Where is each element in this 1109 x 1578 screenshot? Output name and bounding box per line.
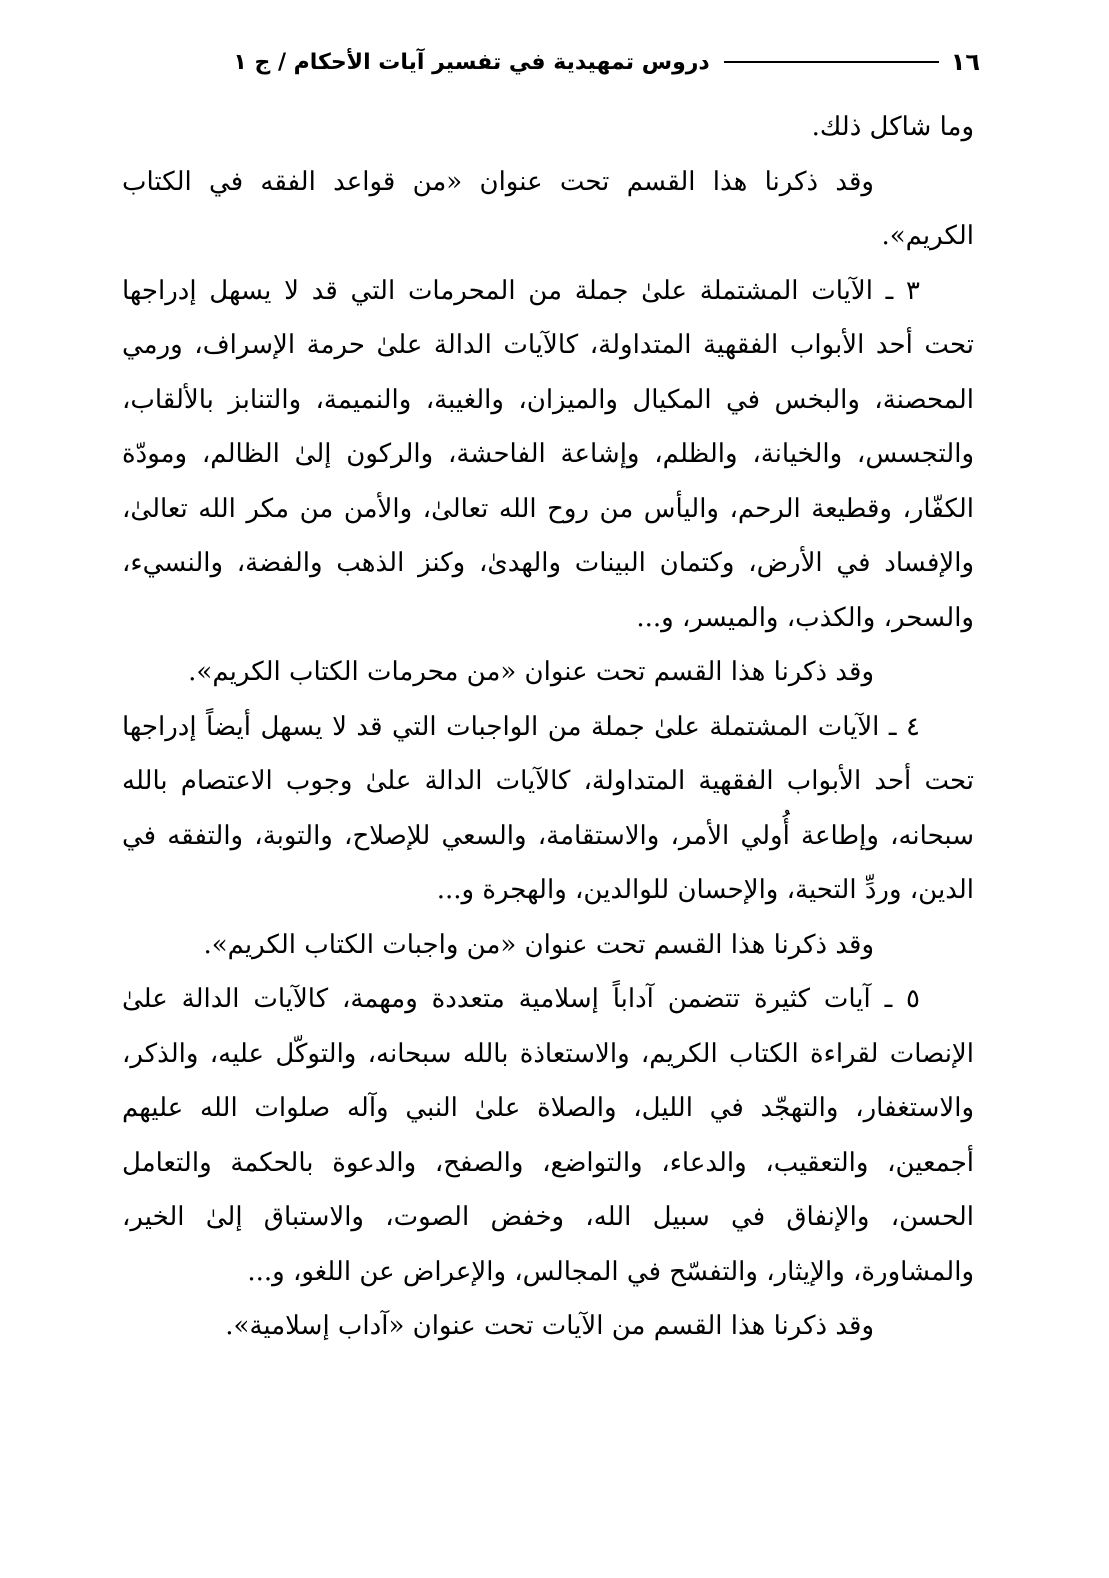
paragraph-item-5: ٥ ـ آيات كثيرة تتضمن آداباً إسلامية متعددة ومهمة، كالآيات الدالة علىٰ الإنصات لقراءة الكتاب الكريم، والاستعاذة بالله سبحانه، والتوكّل عليه، والذكر، والاستغفار، والتهجّد في الليل، والصلاة علىٰ النبي وآله صلوات الله عليهم أجمعين، والتعقيب، والدعاء، والتواضع، والصفح، والدعوة بالحكمة والتعامل الحسن، والإنفاق في سبيل الله، وخفض الصوت، والاستباق إلىٰ الخير، والمشاورة، والإيثار، والتفسّح في المجالس، والإعراض عن اللغو، و... [122, 984, 974, 1287]
header-rule [724, 61, 939, 63]
running-header [122, 44, 980, 80]
paragraph-section-note: وقد ذكرنا هذا القسم من الآيات تحت عنوان «آداب إسلامية». [225, 1311, 874, 1341]
page-body [122, 100, 974, 1354]
paragraph-item-3: ٣ ـ الآيات المشتملة علىٰ جملة من المحرمات التي قد لا يسهل إدراجها تحت أحد الأبواب الفقهية المتداولة، كالآيات الدالة علىٰ حرمة الإسراف، ورمي المحصنة، والبخس في المكيال والميزان، والغيبة، والنميمة، والتنابز بالألقاب، والتجسس، والخيانة، والظلم، وإشاعة الفاحشة، والركون إلىٰ الظالم، ومودّة الكفّار، وقطيعة الرحم، واليأس من روح الله تعالىٰ، والأمن من مكر الله تعالىٰ، والإفساد في الأرض، وكتمان البينات والهدىٰ، وكنز الذهب والفضة، والنسيء، والسحر، والكذب، والميسر، و... [122, 275, 974, 633]
book-title: دروس تمهيدية في تفسير آيات الأحكام / ج ١ [233, 49, 710, 75]
paragraph-section-note: وقد ذكرنا هذا القسم تحت عنوان «من محرمات الكتاب الكريم». [188, 657, 874, 687]
page-number: ١٦ [950, 48, 980, 76]
paragraph-section-note: وقد ذكرنا هذا القسم تحت عنوان «من واجبات الكتاب الكريم». [203, 929, 874, 960]
paragraph-item-4: ٤ ـ الآيات المشتملة علىٰ جملة من الواجبات التي قد لا يسهل أيضاً إدراجها تحت أحد الأبواب الفقهية المتداولة، كالآيات الدالة علىٰ وجوب الاعتصام بالله سبحانه، وإطاعة أُولي الأمر، والاستقامة، والسعي للإصلاح، والتوبة، والتفقه في الدين، وردِّ التحية، والإحسان للوالدين، والهجرة و... [122, 711, 974, 905]
paragraph-section-note: وقد ذكرنا هذا القسم تحت عنوان «من قواعد الفقه في الكتاب الكريم». [122, 166, 974, 251]
paragraph-continuation: وما شاكل ذلك. [811, 112, 974, 142]
